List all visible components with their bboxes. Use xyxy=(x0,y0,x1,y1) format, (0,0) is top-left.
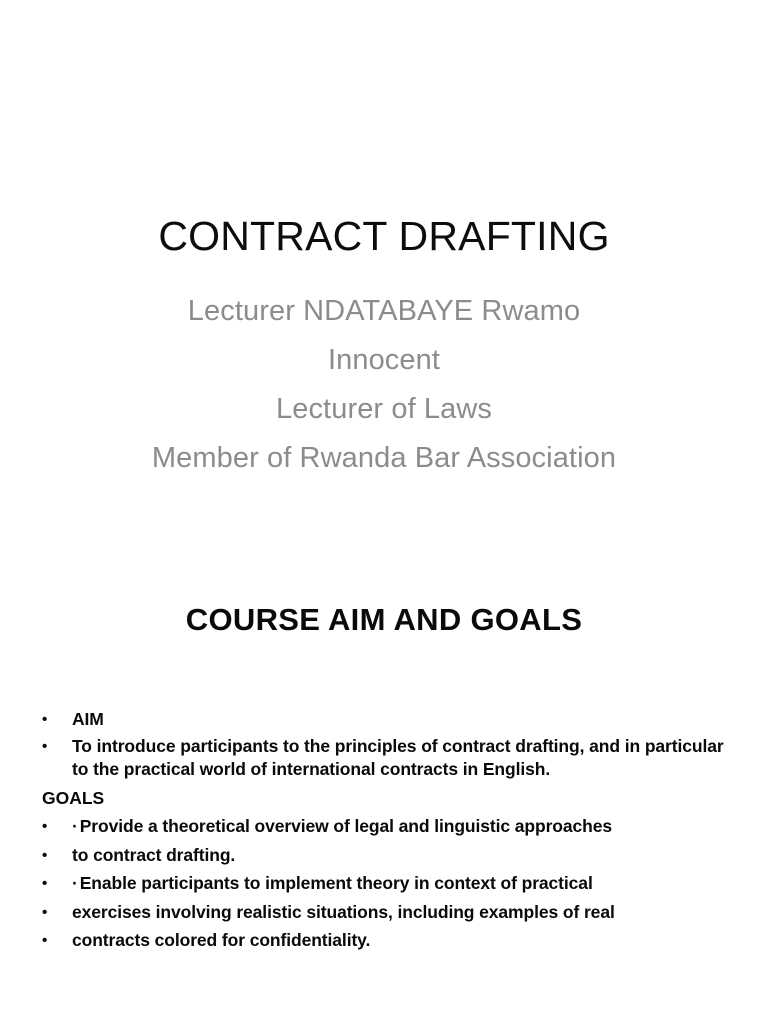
list-item-label xyxy=(72,815,728,839)
title-block xyxy=(0,214,768,260)
list-item xyxy=(38,735,728,782)
subtitle-line-4: Member of Rwanda Bar Association xyxy=(151,442,617,474)
bullet-icon: • xyxy=(42,903,48,921)
bullet-icon: • xyxy=(42,932,48,949)
middot-icon: · xyxy=(72,816,78,836)
section-heading: COURSE AIM AND GOALS xyxy=(185,602,583,637)
list-item xyxy=(38,708,728,732)
list-item-label: to contract drafting. xyxy=(72,844,236,865)
bullet-icon: • xyxy=(42,737,48,755)
subtitle-line-3: Lecturer of Laws xyxy=(276,393,492,425)
subtitle-block xyxy=(0,287,768,483)
bullet-icon: • xyxy=(42,875,48,892)
list-item-label: To introduce participants to the principles of contract drafting, and in particular to the practical world of international contracts in English. xyxy=(72,735,724,779)
list-item-text: Enable participants to implement theory in context of practical xyxy=(79,873,593,893)
middot-icon: · xyxy=(72,873,78,893)
list-item xyxy=(38,929,728,953)
subtitle-line-2: Innocent xyxy=(327,344,441,376)
list-item-label: AIM xyxy=(72,709,104,729)
bullet-list xyxy=(38,708,728,958)
page-title: CONTRACT DRAFTING xyxy=(158,213,610,259)
bullet-icon: • xyxy=(42,711,48,728)
list-item xyxy=(38,901,728,925)
list-item xyxy=(38,872,728,896)
list-item xyxy=(38,815,728,839)
subtitle-line-1: Lecturer NDATABAYE Rwamo xyxy=(187,295,581,327)
list-item-label: contracts colored for confidentiality. xyxy=(72,930,371,950)
list-item-label xyxy=(72,872,728,896)
list-item-label: exercises involving realistic situations, including examples of real xyxy=(72,901,615,922)
goals-label: GOALS xyxy=(42,787,105,808)
list-item-text: Provide a theoretical overview of legal and linguistic approaches xyxy=(79,816,613,836)
list-item xyxy=(38,844,728,868)
bullet-icon: • xyxy=(42,818,48,835)
bullet-icon: • xyxy=(42,846,48,864)
